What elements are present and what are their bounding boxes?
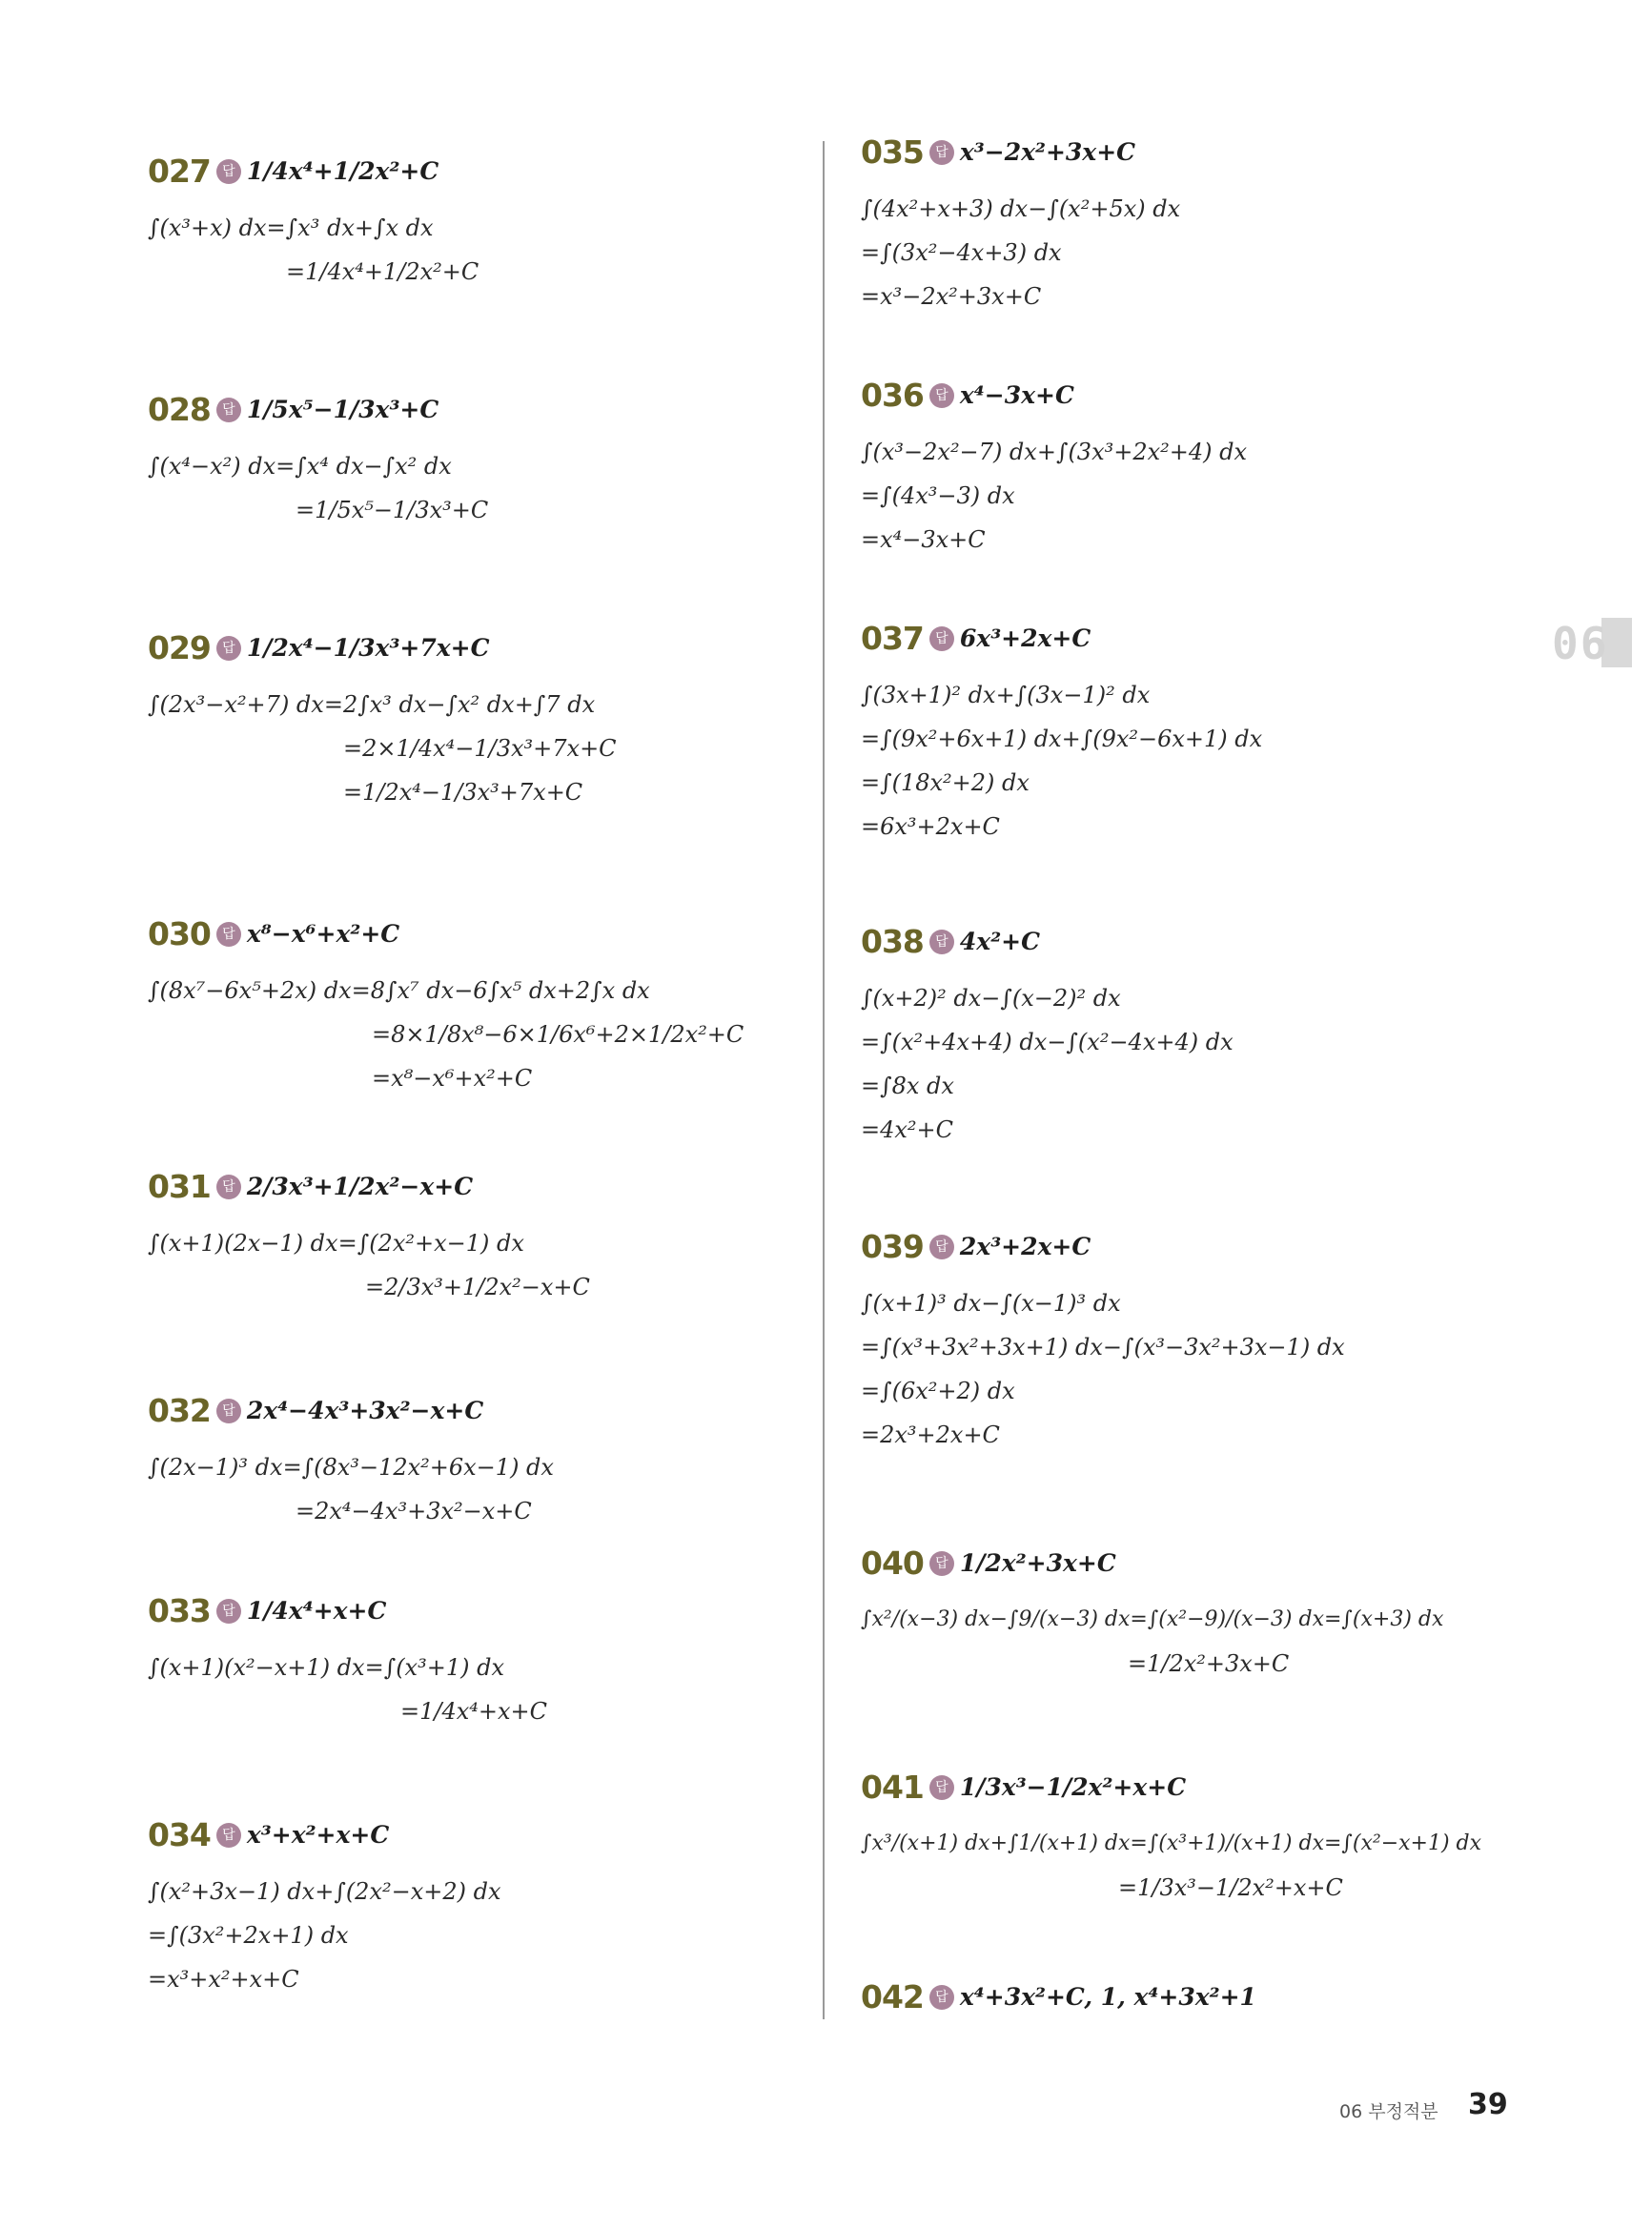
problem-number: 035 <box>861 133 924 171</box>
solution-line: ∫(x+1)³ dx−∫(x−1)³ dx <box>861 1290 1121 1317</box>
answer-badge-icon: 답 <box>216 159 241 184</box>
answer-badge-icon: 답 <box>216 1599 241 1624</box>
problem-number: 033 <box>148 1592 211 1629</box>
page-number: 39 <box>1468 2088 1508 2121</box>
solution-line: =∫(9x²+6x+1) dx+∫(9x²−6x+1) dx <box>861 726 1263 752</box>
solution-line: ∫(3x+1)² dx+∫(3x−1)² dx <box>861 682 1151 708</box>
problem-number: 034 <box>148 1816 211 1853</box>
solution-line: ∫(4x²+x+3) dx−∫(x²+5x) dx <box>861 195 1181 222</box>
answer-badge-icon: 답 <box>929 1551 954 1576</box>
problem-header <box>861 1769 1481 1822</box>
solution-line: =∫(3x²−4x+3) dx <box>861 239 1062 266</box>
solution-line: =1/4x⁴+x+C <box>400 1698 548 1725</box>
solution-line: =x⁴−3x+C <box>861 526 986 553</box>
problem-header <box>148 1392 554 1445</box>
problem-number: 039 <box>861 1228 924 1265</box>
answer: 1/4x⁴+1/2x²+C <box>246 157 439 185</box>
problem-040 <box>861 1545 1443 1686</box>
answer: x⁸−x⁶+x²+C <box>246 920 400 948</box>
solution-line: =2x³+2x+C <box>861 1422 1000 1448</box>
solution-line: =1/3x³−1/2x²+x+C <box>1118 1874 1343 1901</box>
problem-header <box>148 1816 501 1870</box>
problem-header <box>861 923 1234 976</box>
solution-line: ∫(2x³−x²+7) dx=2∫x³ dx−∫x² dx+∫7 dx <box>148 691 596 718</box>
problem-header <box>861 1228 1345 1281</box>
problem-header <box>148 153 479 206</box>
problem-number: 038 <box>861 923 924 960</box>
solution-line: =1/4x⁴+1/2x²+C <box>286 258 479 285</box>
answer: 2x³+2x+C <box>959 1233 1091 1260</box>
answer-badge-icon: 답 <box>929 1235 954 1259</box>
problem-030 <box>148 915 744 1100</box>
solution-line: =∫(6x²+2) dx <box>861 1378 1015 1404</box>
solution-line: =∫8x dx <box>861 1073 954 1099</box>
solution-line: =x⁸−x⁶+x²+C <box>372 1065 533 1092</box>
solution-line: =∫(4x³−3) dx <box>861 482 1015 509</box>
problem-029 <box>148 629 617 814</box>
problem-header <box>148 1592 547 1646</box>
answer: x⁴−3x+C <box>959 381 1074 409</box>
answer-badge-icon: 답 <box>929 1985 954 2010</box>
problem-number: 027 <box>148 153 211 190</box>
solution-line: ∫x³/(x+1) dx+∫1/(x+1) dx=∫(x³+1)/(x+1) dx=∫(x²−x+1) dx <box>861 1831 1482 1855</box>
answer-badge-icon: 답 <box>929 140 954 165</box>
answer: 1/3x³−1/2x²+x+C <box>959 1773 1187 1801</box>
solution-line: ∫x²/(x−3) dx−∫9/(x−3) dx=∫(x²−9)/(x−3) dx=∫(x+3) dx <box>861 1607 1444 1631</box>
problem-032 <box>148 1392 554 1533</box>
problem-number: 031 <box>148 1168 211 1205</box>
problem-number: 028 <box>148 391 211 428</box>
problem-header <box>148 391 488 444</box>
answer-badge-icon: 답 <box>216 922 241 947</box>
column-divider <box>823 141 825 2019</box>
chapter-tab-label: 06 <box>1552 618 1609 669</box>
answer: x⁴+3x²+C, 1, x⁴+3x²+1 <box>959 1983 1256 2011</box>
solution-line: =∫(x³+3x²+3x+1) dx−∫(x³−3x²+3x−1) dx <box>861 1334 1345 1361</box>
solution-line: =x³−2x²+3x+C <box>861 283 1042 310</box>
answer-badge-icon: 답 <box>216 1823 241 1848</box>
problem-number: 042 <box>861 1978 924 2015</box>
answer: 1/2x²+3x+C <box>959 1549 1116 1577</box>
solution-line: ∫(x³+x) dx=∫x³ dx+∫x dx <box>148 215 434 241</box>
solution-line: =2/3x³+1/2x²−x+C <box>365 1274 590 1300</box>
problem-037 <box>861 620 1262 849</box>
solution-line: =1/2x²+3x+C <box>1128 1650 1290 1677</box>
problem-042 <box>861 1978 1256 2032</box>
problem-036 <box>861 377 1247 562</box>
problem-header <box>148 1168 590 1221</box>
problem-027 <box>148 153 479 294</box>
problem-header <box>861 133 1180 187</box>
solution-line: =1/5x⁵−1/3x³+C <box>296 497 489 523</box>
answer-badge-icon: 답 <box>929 930 954 954</box>
solution-line: ∫(8x⁷−6x⁵+2x) dx=8∫x⁷ dx−6∫x⁵ dx+2∫x dx <box>148 977 650 1004</box>
solution-line: =∫(3x²+2x+1) dx <box>148 1922 349 1949</box>
solution-line: ∫(x⁴−x²) dx=∫x⁴ dx−∫x² dx <box>148 453 452 480</box>
answer-badge-icon: 답 <box>216 398 241 422</box>
problem-033 <box>148 1592 547 1733</box>
solution-line: ∫(x+1)(2x−1) dx=∫(2x²+x−1) dx <box>148 1230 524 1257</box>
solution-line: =2x⁴−4x³+3x²−x+C <box>296 1498 532 1524</box>
solution-line: ∫(2x−1)³ dx=∫(8x³−12x²+6x−1) dx <box>148 1454 554 1481</box>
problem-035 <box>861 133 1180 318</box>
problem-039 <box>861 1228 1345 1457</box>
problem-038 <box>861 923 1234 1152</box>
problem-041 <box>861 1769 1481 1910</box>
answer-badge-icon: 답 <box>929 626 954 651</box>
problem-header <box>861 1978 1256 2032</box>
solution-line: =6x³+2x+C <box>861 813 1000 840</box>
solution-line: ∫(x²+3x−1) dx+∫(2x²−x+2) dx <box>148 1878 501 1905</box>
answer: 1/2x⁴−1/3x³+7x+C <box>246 634 490 662</box>
solution-line: =4x²+C <box>861 1116 954 1143</box>
answer: 4x²+C <box>959 928 1040 955</box>
problem-header <box>861 1545 1443 1598</box>
answer: 6x³+2x+C <box>959 624 1091 652</box>
answer-badge-icon: 답 <box>929 1775 954 1800</box>
solution-line: ∫(x+2)² dx−∫(x−2)² dx <box>861 985 1121 1012</box>
answer-badge-icon: 답 <box>216 1399 241 1423</box>
solution-line: =∫(x²+4x+4) dx−∫(x²−4x+4) dx <box>861 1029 1234 1055</box>
solution-line: ∫(x+1)(x²−x+1) dx=∫(x³+1) dx <box>148 1654 504 1681</box>
answer: x³+x²+x+C <box>246 1821 390 1849</box>
answer-badge-icon: 답 <box>216 1175 241 1199</box>
problem-number: 040 <box>861 1545 924 1582</box>
problem-number: 041 <box>861 1769 924 1806</box>
problem-number: 029 <box>148 629 211 666</box>
answer-badge-icon: 답 <box>929 383 954 408</box>
answer: 1/4x⁴+x+C <box>246 1597 387 1625</box>
problem-number: 037 <box>861 620 924 657</box>
answer: 2/3x³+1/2x²−x+C <box>246 1173 474 1200</box>
solution-line: =8×1/8x⁸−6×1/6x⁶+2×1/2x²+C <box>372 1021 744 1048</box>
solution-line: =∫(18x²+2) dx <box>861 769 1030 796</box>
answer: 2x⁴−4x³+3x²−x+C <box>246 1397 484 1424</box>
solution-line: ∫(x³−2x²−7) dx+∫(3x³+2x²+4) dx <box>861 439 1248 465</box>
solution-line: =x³+x²+x+C <box>148 1966 299 1993</box>
problem-header <box>861 377 1247 430</box>
problem-header <box>861 620 1262 673</box>
problem-number: 030 <box>148 915 211 952</box>
answer: 1/5x⁵−1/3x³+C <box>246 396 439 423</box>
solution-line: =1/2x⁴−1/3x³+7x+C <box>343 779 583 806</box>
problem-028 <box>148 391 488 532</box>
problem-031 <box>148 1168 590 1309</box>
problem-034 <box>148 1816 501 2001</box>
problem-number: 032 <box>148 1392 211 1429</box>
answer: x³−2x²+3x+C <box>959 138 1136 166</box>
answer-badge-icon: 답 <box>216 636 241 661</box>
problem-header <box>148 629 617 683</box>
problem-header <box>148 915 744 969</box>
problem-number: 036 <box>861 377 924 414</box>
solution-line: =2×1/4x⁴−1/3x³+7x+C <box>343 735 617 762</box>
footer-chapter-title: 06 부정적분 <box>1339 2101 1438 2122</box>
